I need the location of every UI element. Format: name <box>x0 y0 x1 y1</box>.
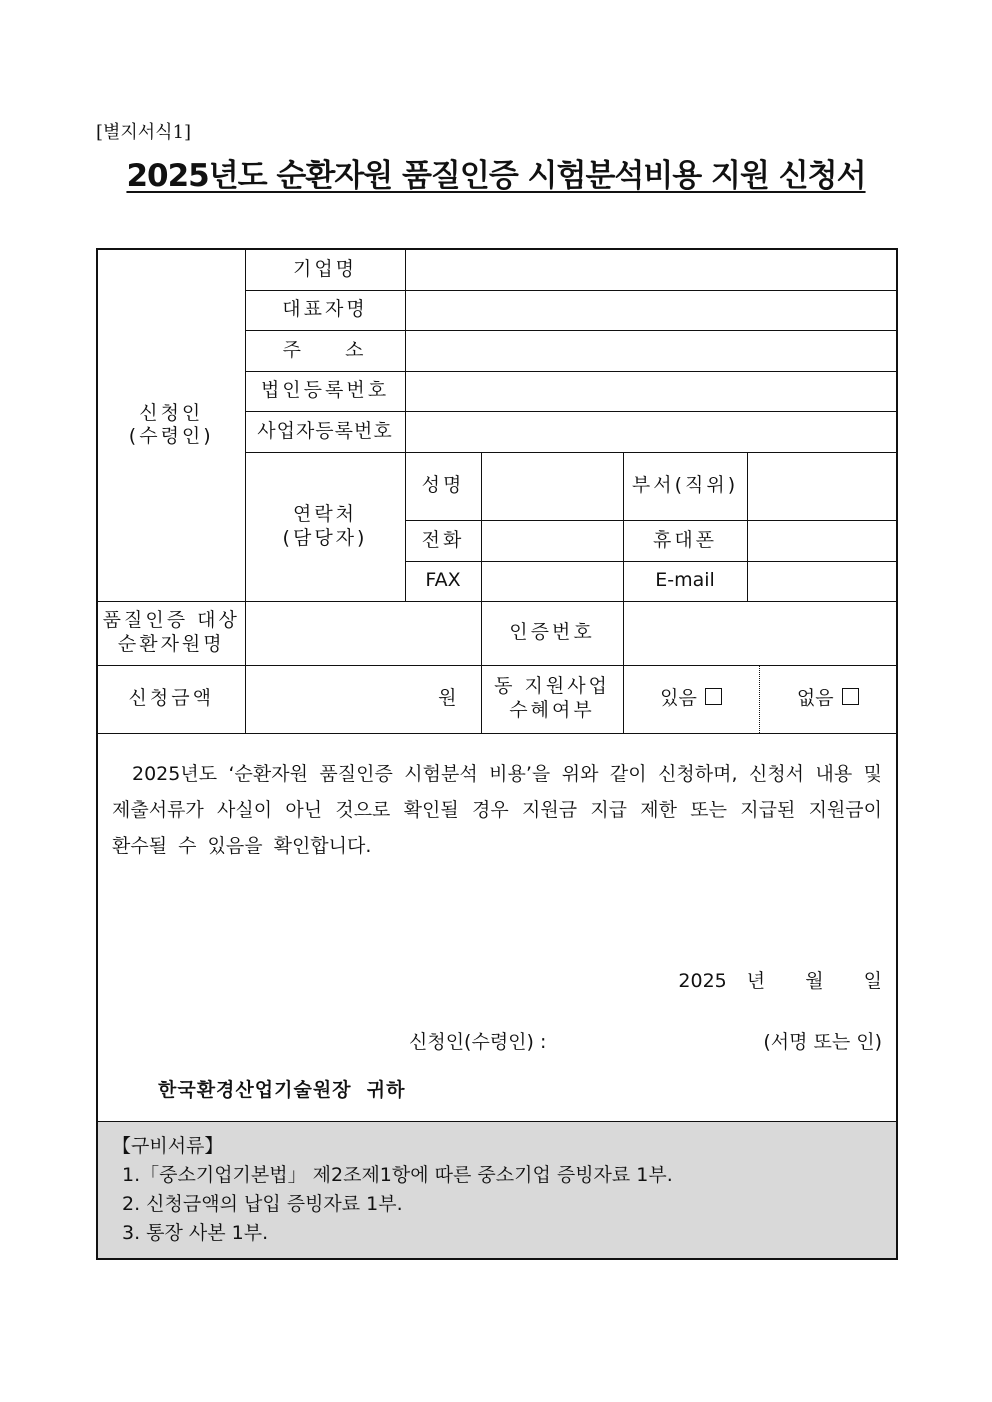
required-documents-title: 【구비서류】 <box>112 1135 224 1157</box>
fax-label: FAX <box>405 561 481 601</box>
email-label: E-mail <box>623 561 747 601</box>
required-documents-section <box>97 1122 897 1260</box>
address-label: 주 소 <box>245 330 405 371</box>
corp-reg-no-label: 법인등록번호 <box>245 371 405 411</box>
has-received-option[interactable] <box>623 665 759 733</box>
recipient-line: 한국환경산업기술원장 귀하 <box>158 1079 406 1102</box>
cert-no-label: 인증번호 <box>481 601 623 665</box>
fax-field[interactable] <box>481 561 623 601</box>
email-field[interactable] <box>747 561 897 601</box>
amount-field[interactable] <box>245 665 481 733</box>
declaration-text: 2025년도 ‘순환자원 품질인증 시험분석 비용’을 위와 같이 신청하며, 신청서 내용 및 제출서류가 사실이 아닌 것으로 확인될 경우 지원금 지급 제한 또는 지급된 지원금이 환수될 수 있음을 확인합니다. <box>112 762 883 857</box>
applicant-signature-line <box>98 1031 882 1057</box>
document-item: 2. 신청금액의 납입 증빙자료 1부. <box>122 1193 403 1215</box>
declaration-section <box>97 733 897 1122</box>
cert-no-field[interactable] <box>623 601 897 665</box>
yes-checkbox[interactable] <box>705 688 722 705</box>
signature-placeholder[interactable]: (서명 또는 인) <box>763 1031 883 1054</box>
amount-label: 신청금액 <box>97 665 245 733</box>
resource-name-label: 품질인증 대상 순환자원명 <box>97 601 245 665</box>
form-label: [별지서식1] <box>96 122 192 143</box>
biz-reg-no-field[interactable] <box>405 411 897 452</box>
contact-name-field[interactable] <box>481 452 623 520</box>
page-title <box>0 150 992 195</box>
ceo-name-label: 대표자명 <box>245 290 405 330</box>
amount-unit: 원 <box>438 687 457 710</box>
application-date: 2025 년 월 일 <box>678 969 883 992</box>
document-item: 3. 통장 사본 1부. <box>122 1222 269 1244</box>
department-label: 부서(직위) <box>623 452 747 520</box>
phone-label: 전화 <box>405 520 481 561</box>
applicant-section-label: 신청인 (수령인) <box>97 249 245 601</box>
yes-label: 있음 <box>660 687 697 710</box>
department-field[interactable] <box>747 452 897 520</box>
no-label: 없음 <box>796 687 834 710</box>
ceo-name-field[interactable] <box>405 290 897 330</box>
corp-reg-no-field[interactable] <box>405 371 897 411</box>
document-item: 1.「중소기업기본법」 제2조제1항에 따른 중소기업 증빙자료 1부. <box>122 1164 673 1186</box>
company-name-label: 기업명 <box>245 249 405 290</box>
biz-reg-no-label: 사업자등록번호 <box>245 411 405 452</box>
company-name-field[interactable] <box>405 249 897 290</box>
phone-field[interactable] <box>481 520 623 561</box>
resource-name-field[interactable] <box>245 601 481 665</box>
applicant-sign-label: 신청인(수령인) : <box>409 1031 547 1054</box>
not-received-option[interactable] <box>759 665 897 733</box>
address-field[interactable] <box>405 330 897 371</box>
contact-label: 연락처 (담당자) <box>245 452 405 601</box>
mobile-field[interactable] <box>747 520 897 561</box>
application-form-table <box>96 248 898 1260</box>
same-program-label: 동 지원사업 수혜여부 <box>481 665 623 733</box>
no-checkbox[interactable] <box>842 688 859 705</box>
page-title-text: 2025년도 순환자원 품질인증 시험분석비용 지원 신청서 <box>126 158 866 194</box>
mobile-label: 휴대폰 <box>623 520 747 561</box>
contact-name-label: 성명 <box>405 452 481 520</box>
